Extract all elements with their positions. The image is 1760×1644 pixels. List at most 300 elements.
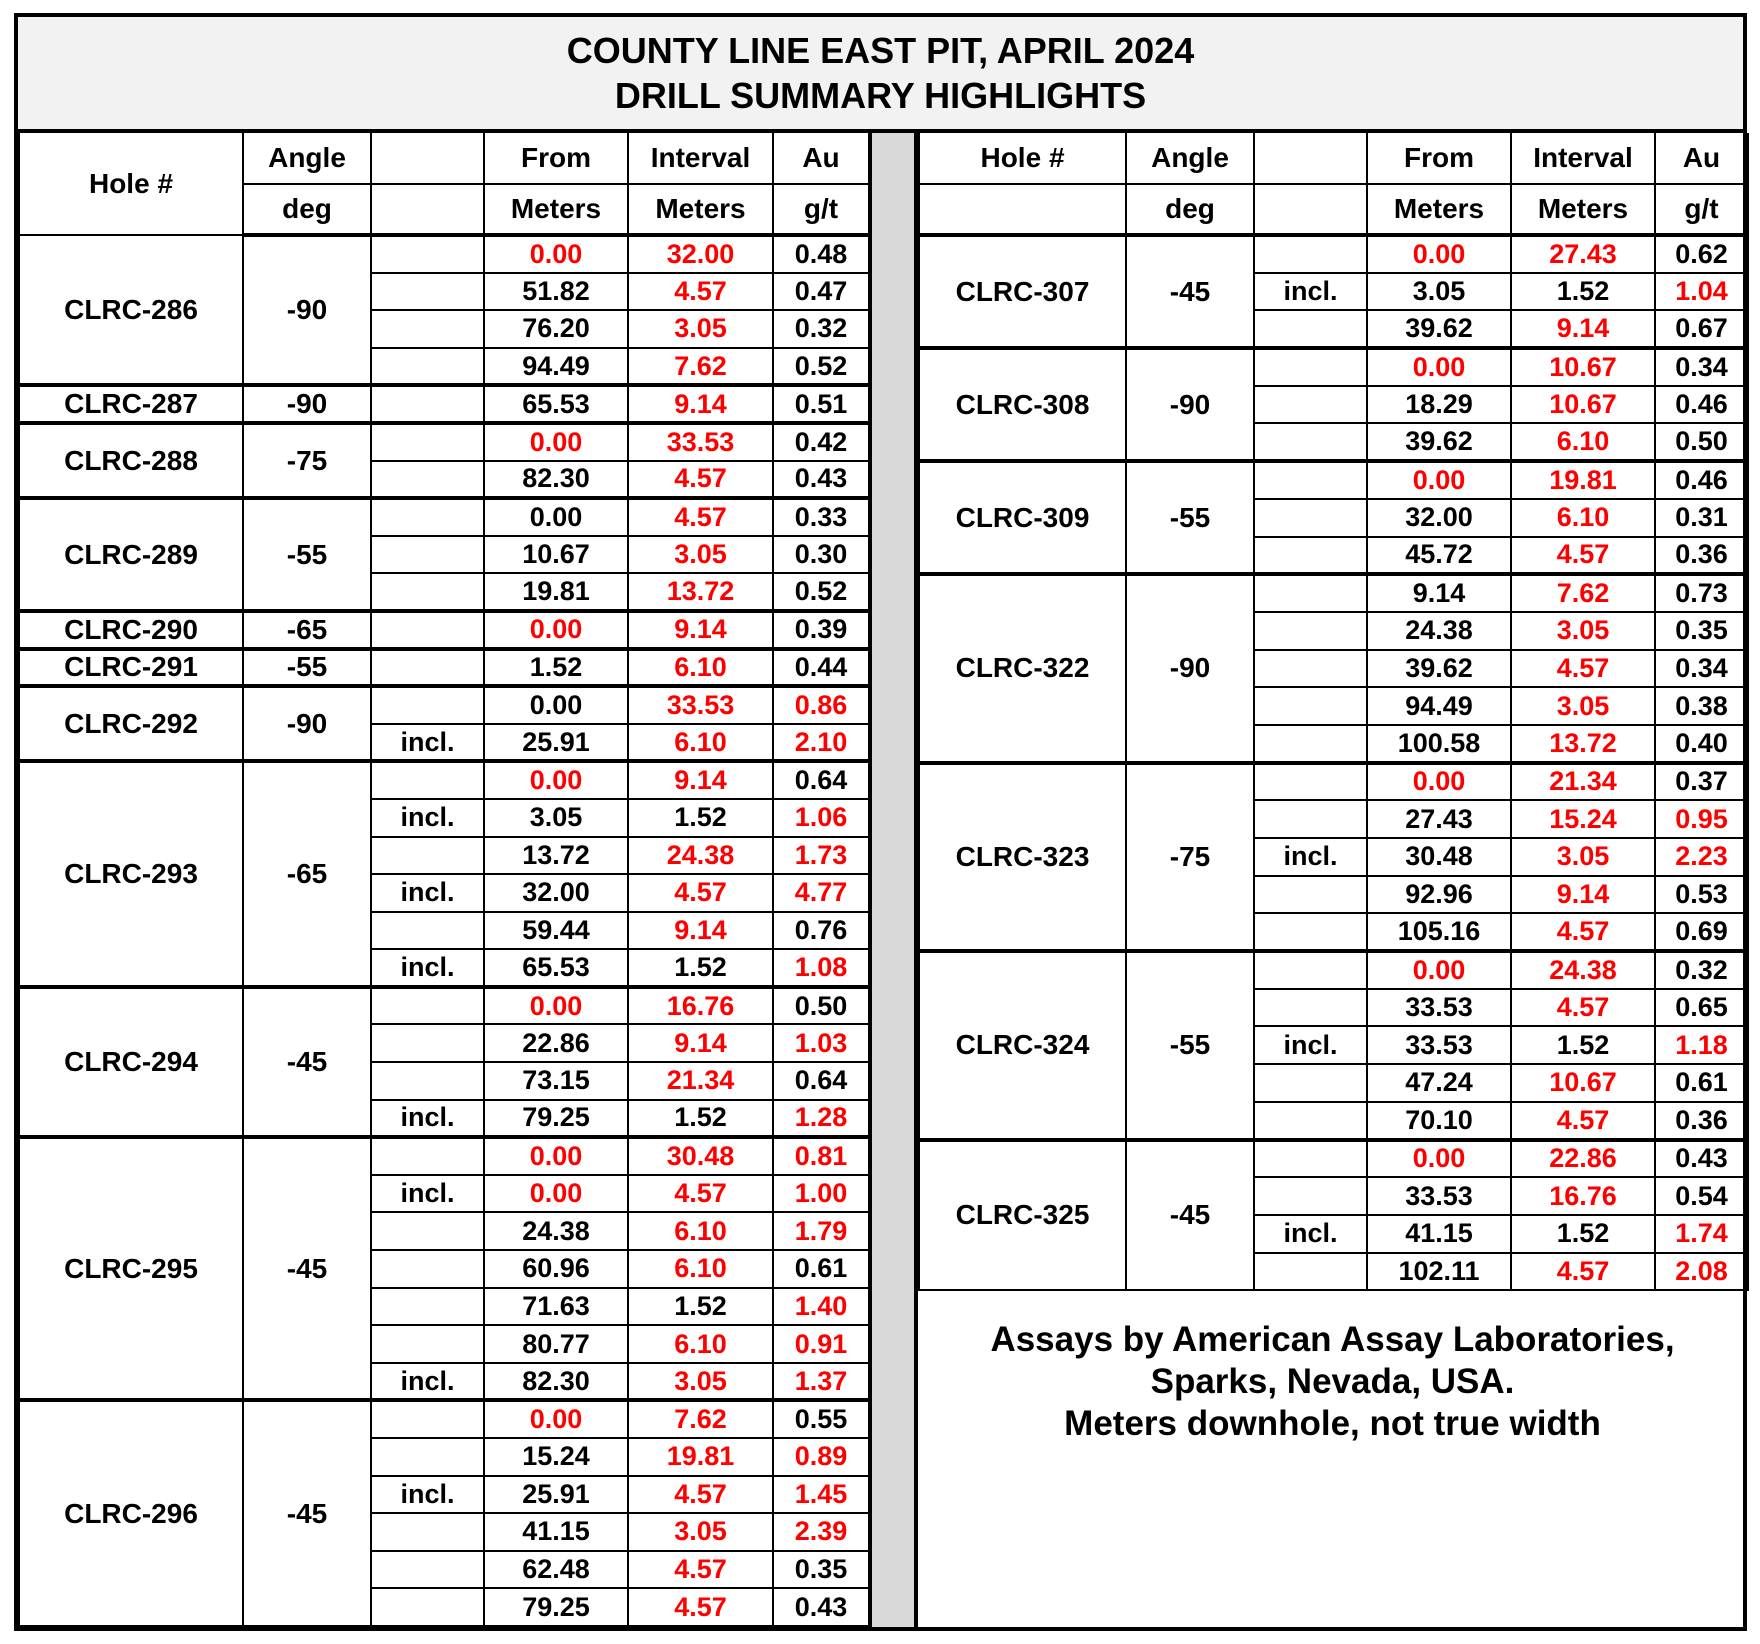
hole-angle: -55	[243, 649, 371, 687]
incl-note	[1254, 687, 1367, 725]
au-grade: 2.08	[1655, 1253, 1748, 1291]
hole-id: CLRC-295	[19, 1137, 243, 1400]
table-row	[919, 235, 1748, 273]
incl-note	[371, 761, 484, 799]
footnote-line-1: Assays by American Assay Laboratories,	[990, 1320, 1675, 1359]
interval-meters: 16.76	[1511, 1177, 1655, 1215]
left-table-body	[19, 235, 869, 1626]
au-grade: 0.43	[1655, 1140, 1748, 1178]
from-meters: 33.53	[1367, 1026, 1511, 1064]
interval-meters: 6.10	[628, 1250, 773, 1288]
interval-meters: 3.05	[628, 1513, 773, 1551]
hole-id: CLRC-286	[19, 235, 243, 385]
incl-note: incl.	[1254, 273, 1367, 311]
table-row	[19, 987, 869, 1025]
header-angle-unit: deg	[243, 184, 371, 235]
incl-note	[371, 1400, 484, 1438]
interval-meters: 13.72	[628, 573, 773, 611]
interval-meters: 22.86	[1511, 1140, 1655, 1178]
from-meters: 73.15	[484, 1062, 628, 1100]
table-row	[19, 1400, 869, 1438]
hole-angle: -45	[243, 1137, 371, 1400]
au-grade: 1.08	[773, 949, 869, 987]
hole-angle: -90	[243, 385, 371, 423]
from-meters: 100.58	[1367, 725, 1511, 763]
from-meters: 92.96	[1367, 876, 1511, 914]
au-grade: 0.38	[1655, 687, 1748, 725]
hole-angle: -65	[243, 761, 371, 987]
au-grade: 0.42	[773, 423, 869, 461]
from-meters: 1.52	[484, 649, 628, 687]
incl-note	[1254, 1253, 1367, 1291]
from-meters: 41.15	[484, 1513, 628, 1551]
incl-note	[371, 310, 484, 348]
table-row	[19, 423, 869, 461]
left-assay-table	[18, 133, 870, 1627]
interval-meters: 4.57	[1511, 913, 1655, 951]
incl-note	[1254, 348, 1367, 386]
incl-note	[371, 573, 484, 611]
incl-note	[1254, 876, 1367, 914]
incl-note: incl.	[371, 724, 484, 762]
hole-angle: -55	[1126, 461, 1254, 574]
incl-note	[1254, 386, 1367, 424]
interval-meters: 16.76	[628, 987, 773, 1025]
au-grade: 0.48	[773, 235, 869, 273]
incl-note	[371, 686, 484, 724]
interval-meters: 30.48	[628, 1137, 773, 1175]
au-grade: 0.67	[1655, 310, 1748, 348]
incl-note: incl.	[371, 799, 484, 837]
interval-meters: 21.34	[1511, 763, 1655, 801]
incl-note: incl.	[1254, 1026, 1367, 1064]
au-grade: 0.47	[773, 273, 869, 311]
incl-note	[1254, 800, 1367, 838]
au-grade: 0.37	[1655, 763, 1748, 801]
header-au: Au	[773, 133, 869, 184]
header-interval: Interval	[1511, 133, 1655, 184]
from-meters: 0.00	[484, 1137, 628, 1175]
interval-meters: 4.57	[628, 273, 773, 311]
au-grade: 0.32	[773, 310, 869, 348]
hole-angle: -75	[1126, 763, 1254, 951]
au-grade: 2.39	[773, 1513, 869, 1551]
interval-meters: 3.05	[628, 310, 773, 348]
from-meters: 33.53	[1367, 989, 1511, 1027]
interval-meters: 4.57	[1511, 537, 1655, 575]
au-grade: 1.28	[773, 1100, 869, 1138]
header-au-unit: g/t	[773, 184, 869, 235]
au-grade: 0.33	[773, 498, 869, 536]
au-grade: 0.65	[1655, 989, 1748, 1027]
from-meters: 39.62	[1367, 423, 1511, 461]
from-meters: 80.77	[484, 1325, 628, 1363]
from-meters: 0.00	[484, 1400, 628, 1438]
incl-note: incl.	[371, 874, 484, 912]
au-grade: 0.46	[1655, 461, 1748, 499]
from-meters: 71.63	[484, 1288, 628, 1326]
au-grade: 0.43	[773, 1588, 869, 1626]
interval-meters: 24.38	[1511, 951, 1655, 989]
table-row	[919, 461, 1748, 499]
from-meters: 32.00	[484, 874, 628, 912]
incl-note	[1254, 499, 1367, 537]
table-row	[19, 686, 869, 724]
interval-meters: 4.57	[628, 498, 773, 536]
au-grade: 1.18	[1655, 1026, 1748, 1064]
hole-id: CLRC-307	[919, 235, 1126, 348]
assay-footnote	[918, 1319, 1747, 1445]
au-grade: 0.64	[773, 761, 869, 799]
interval-meters: 7.62	[1511, 574, 1655, 612]
au-grade: 0.32	[1655, 951, 1748, 989]
header-angle-unit: deg	[1126, 184, 1254, 235]
au-grade: 1.03	[773, 1024, 869, 1062]
incl-note	[1254, 612, 1367, 650]
interval-meters: 21.34	[628, 1062, 773, 1100]
au-grade: 0.86	[773, 686, 869, 724]
incl-note: incl.	[1254, 1215, 1367, 1253]
incl-note	[1254, 461, 1367, 499]
incl-note	[371, 385, 484, 423]
table-row	[919, 574, 1748, 612]
header-from-unit: Meters	[1367, 184, 1511, 235]
au-grade: 0.50	[1655, 423, 1748, 461]
au-grade: 0.81	[773, 1137, 869, 1175]
hole-angle: -55	[243, 498, 371, 611]
hole-angle: -45	[1126, 1140, 1254, 1291]
footnote-line-3: Meters downhole, not true width	[1064, 1404, 1601, 1443]
header-interval: Interval	[628, 133, 773, 184]
interval-meters: 3.05	[628, 1363, 773, 1401]
au-grade: 2.10	[773, 724, 869, 762]
from-meters: 47.24	[1367, 1064, 1511, 1102]
interval-meters: 9.14	[628, 611, 773, 649]
au-grade: 0.34	[1655, 348, 1748, 386]
interval-meters: 4.57	[1511, 1102, 1655, 1140]
incl-note	[371, 423, 484, 461]
hole-id: CLRC-324	[919, 951, 1126, 1139]
from-meters: 94.49	[1367, 687, 1511, 725]
interval-meters: 4.57	[628, 1175, 773, 1213]
incl-note	[371, 1137, 484, 1175]
au-grade: 0.52	[773, 348, 869, 386]
center-divider	[868, 133, 918, 1627]
title-line-1: COUNTY LINE EAST PIT, APRIL 2024	[566, 30, 1195, 71]
header-blank	[371, 184, 484, 235]
au-grade: 0.89	[773, 1438, 869, 1476]
interval-meters: 4.57	[628, 874, 773, 912]
from-meters: 39.62	[1367, 310, 1511, 348]
from-meters: 41.15	[1367, 1215, 1511, 1253]
from-meters: 33.53	[1367, 1177, 1511, 1215]
incl-note	[371, 1212, 484, 1250]
incl-note	[371, 1438, 484, 1476]
from-meters: 65.53	[484, 385, 628, 423]
incl-note	[1254, 951, 1367, 989]
incl-note	[371, 1513, 484, 1551]
hole-angle: -45	[243, 1400, 371, 1626]
interval-meters: 9.14	[628, 761, 773, 799]
interval-meters: 9.14	[1511, 876, 1655, 914]
au-grade: 0.76	[773, 912, 869, 950]
from-meters: 22.86	[484, 1024, 628, 1062]
interval-meters: 1.52	[628, 799, 773, 837]
from-meters: 0.00	[1367, 348, 1511, 386]
interval-meters: 9.14	[1511, 310, 1655, 348]
from-meters: 0.00	[484, 761, 628, 799]
au-grade: 0.95	[1655, 800, 1748, 838]
interval-meters: 33.53	[628, 686, 773, 724]
au-grade: 0.69	[1655, 913, 1748, 951]
incl-note	[371, 348, 484, 386]
header-blank	[1254, 133, 1367, 184]
table-row	[919, 951, 1748, 989]
footnote-line-2: Sparks, Nevada, USA.	[1150, 1362, 1515, 1401]
header-blank	[919, 184, 1126, 235]
from-meters: 0.00	[484, 987, 628, 1025]
hole-angle: -45	[1126, 235, 1254, 348]
from-meters: 0.00	[484, 1175, 628, 1213]
from-meters: 79.25	[484, 1100, 628, 1138]
interval-meters: 1.52	[1511, 1215, 1655, 1253]
from-meters: 0.00	[1367, 461, 1511, 499]
au-grade: 0.40	[1655, 725, 1748, 763]
table-row	[19, 498, 869, 536]
au-grade: 1.04	[1655, 273, 1748, 311]
interval-meters: 4.57	[628, 1588, 773, 1626]
au-grade: 1.74	[1655, 1215, 1748, 1253]
incl-note	[1254, 1064, 1367, 1102]
header-interval-unit: Meters	[1511, 184, 1655, 235]
hole-angle: -45	[243, 987, 371, 1137]
from-meters: 13.72	[484, 837, 628, 875]
interval-meters: 27.43	[1511, 235, 1655, 273]
hole-id: CLRC-294	[19, 987, 243, 1137]
interval-meters: 10.67	[1511, 1064, 1655, 1102]
au-grade: 0.34	[1655, 650, 1748, 688]
au-grade: 2.23	[1655, 838, 1748, 876]
interval-meters: 9.14	[628, 385, 773, 423]
interval-meters: 6.10	[628, 649, 773, 687]
incl-note	[371, 461, 484, 499]
title-line-2: DRILL SUMMARY HIGHLIGHTS	[614, 75, 1147, 116]
interval-meters: 6.10	[1511, 423, 1655, 461]
from-meters: 10.67	[484, 536, 628, 574]
from-meters: 76.20	[484, 310, 628, 348]
interval-meters: 4.57	[1511, 650, 1655, 688]
interval-meters: 3.05	[1511, 687, 1655, 725]
incl-note: incl.	[371, 1363, 484, 1401]
incl-note	[1254, 650, 1367, 688]
incl-note	[1254, 989, 1367, 1027]
from-meters: 82.30	[484, 461, 628, 499]
title-band	[18, 17, 1743, 133]
interval-meters: 3.05	[1511, 838, 1655, 876]
table-row	[19, 235, 869, 273]
incl-note	[371, 235, 484, 273]
header-from: From	[1367, 133, 1511, 184]
interval-meters: 1.52	[628, 949, 773, 987]
hole-id: CLRC-287	[19, 385, 243, 423]
interval-meters: 24.38	[628, 837, 773, 875]
incl-note	[371, 987, 484, 1025]
au-grade: 1.06	[773, 799, 869, 837]
incl-note	[1254, 913, 1367, 951]
au-grade: 0.35	[773, 1551, 869, 1589]
incl-note	[1254, 1102, 1367, 1140]
interval-meters: 4.57	[628, 1551, 773, 1589]
au-grade: 0.73	[1655, 574, 1748, 612]
hole-id: CLRC-288	[19, 423, 243, 498]
drill-summary-document	[14, 13, 1747, 1631]
au-grade: 1.40	[773, 1288, 869, 1326]
from-meters: 0.00	[484, 423, 628, 461]
hole-angle: -90	[1126, 348, 1254, 461]
interval-meters: 1.52	[628, 1288, 773, 1326]
right-assay-table	[918, 133, 1749, 1291]
table-row	[19, 1137, 869, 1175]
incl-note	[371, 1024, 484, 1062]
au-grade: 0.35	[1655, 612, 1748, 650]
from-meters: 32.00	[1367, 499, 1511, 537]
hole-id: CLRC-292	[19, 686, 243, 761]
au-grade: 0.53	[1655, 876, 1748, 914]
incl-note	[1254, 574, 1367, 612]
interval-meters: 9.14	[628, 1024, 773, 1062]
from-meters: 0.00	[1367, 951, 1511, 989]
incl-note	[1254, 725, 1367, 763]
hole-id: CLRC-293	[19, 761, 243, 987]
interval-meters: 10.67	[1511, 348, 1655, 386]
incl-note	[1254, 1177, 1367, 1215]
incl-note	[371, 1588, 484, 1626]
incl-note: incl.	[371, 1100, 484, 1138]
hole-id: CLRC-325	[919, 1140, 1126, 1291]
incl-note	[1254, 763, 1367, 801]
from-meters: 25.91	[484, 724, 628, 762]
right-table-body	[919, 235, 1748, 1290]
au-grade: 0.50	[773, 987, 869, 1025]
hole-angle: -55	[1126, 951, 1254, 1139]
au-grade: 0.30	[773, 536, 869, 574]
header-blank	[1254, 184, 1367, 235]
au-grade: 1.37	[773, 1363, 869, 1401]
hole-id: CLRC-296	[19, 1400, 243, 1626]
au-grade: 0.52	[773, 573, 869, 611]
table-row	[19, 761, 869, 799]
from-meters: 0.00	[1367, 1140, 1511, 1178]
hole-id: CLRC-290	[19, 611, 243, 649]
incl-note	[371, 1551, 484, 1589]
interval-meters: 7.62	[628, 1400, 773, 1438]
header-angle: Angle	[1126, 133, 1254, 184]
au-grade: 0.61	[773, 1250, 869, 1288]
hole-angle: -90	[1126, 574, 1254, 762]
au-grade: 0.39	[773, 611, 869, 649]
interval-meters: 1.52	[1511, 273, 1655, 311]
interval-meters: 6.10	[628, 1212, 773, 1250]
header-au-unit: g/t	[1655, 184, 1748, 235]
interval-meters: 15.24	[1511, 800, 1655, 838]
au-grade: 0.43	[773, 461, 869, 499]
from-meters: 9.14	[1367, 574, 1511, 612]
incl-note	[371, 498, 484, 536]
header-from: From	[484, 133, 628, 184]
incl-note	[371, 1325, 484, 1363]
incl-note	[371, 273, 484, 311]
from-meters: 0.00	[484, 235, 628, 273]
interval-meters: 1.52	[628, 1100, 773, 1138]
incl-note: incl.	[371, 1175, 484, 1213]
from-meters: 27.43	[1367, 800, 1511, 838]
incl-note	[1254, 537, 1367, 575]
hole-id: CLRC-309	[919, 461, 1126, 574]
incl-note	[371, 1250, 484, 1288]
hole-id: CLRC-308	[919, 348, 1126, 461]
table-row	[19, 611, 869, 649]
from-meters: 45.72	[1367, 537, 1511, 575]
from-meters: 65.53	[484, 949, 628, 987]
hole-angle: -65	[243, 611, 371, 649]
from-meters: 94.49	[484, 348, 628, 386]
interval-meters: 9.14	[628, 912, 773, 950]
interval-meters: 10.67	[1511, 386, 1655, 424]
from-meters: 24.38	[1367, 612, 1511, 650]
incl-note	[1254, 235, 1367, 273]
au-grade: 0.51	[773, 385, 869, 423]
hole-angle: -90	[243, 686, 371, 761]
table-row	[919, 763, 1748, 801]
au-grade: 0.91	[773, 1325, 869, 1363]
incl-note: incl.	[371, 949, 484, 987]
from-meters: 62.48	[484, 1551, 628, 1589]
interval-meters: 19.81	[1511, 461, 1655, 499]
au-grade: 0.31	[1655, 499, 1748, 537]
from-meters: 0.00	[1367, 763, 1511, 801]
incl-note: incl.	[1254, 838, 1367, 876]
interval-meters: 1.52	[1511, 1026, 1655, 1064]
interval-meters: 6.10	[1511, 499, 1655, 537]
incl-note: incl.	[371, 1476, 484, 1514]
au-grade: 0.54	[1655, 1177, 1748, 1215]
incl-note	[371, 649, 484, 687]
header-au: Au	[1655, 133, 1748, 184]
au-grade: 0.61	[1655, 1064, 1748, 1102]
from-meters: 82.30	[484, 1363, 628, 1401]
from-meters: 0.00	[1367, 235, 1511, 273]
from-meters: 15.24	[484, 1438, 628, 1476]
au-grade: 0.46	[1655, 386, 1748, 424]
hole-angle: -75	[243, 423, 371, 498]
hole-angle: -90	[243, 235, 371, 385]
au-grade: 0.62	[1655, 235, 1748, 273]
incl-note	[371, 837, 484, 875]
incl-note	[371, 912, 484, 950]
interval-meters: 6.10	[628, 1325, 773, 1363]
au-grade: 1.45	[773, 1476, 869, 1514]
interval-meters: 4.57	[628, 1476, 773, 1514]
interval-meters: 6.10	[628, 724, 773, 762]
header-blank	[371, 133, 484, 184]
au-grade: 0.55	[773, 1400, 869, 1438]
incl-note	[371, 1288, 484, 1326]
from-meters: 19.81	[484, 573, 628, 611]
from-meters: 79.25	[484, 1588, 628, 1626]
from-meters: 18.29	[1367, 386, 1511, 424]
interval-meters: 13.72	[1511, 725, 1655, 763]
interval-meters: 4.57	[628, 461, 773, 499]
